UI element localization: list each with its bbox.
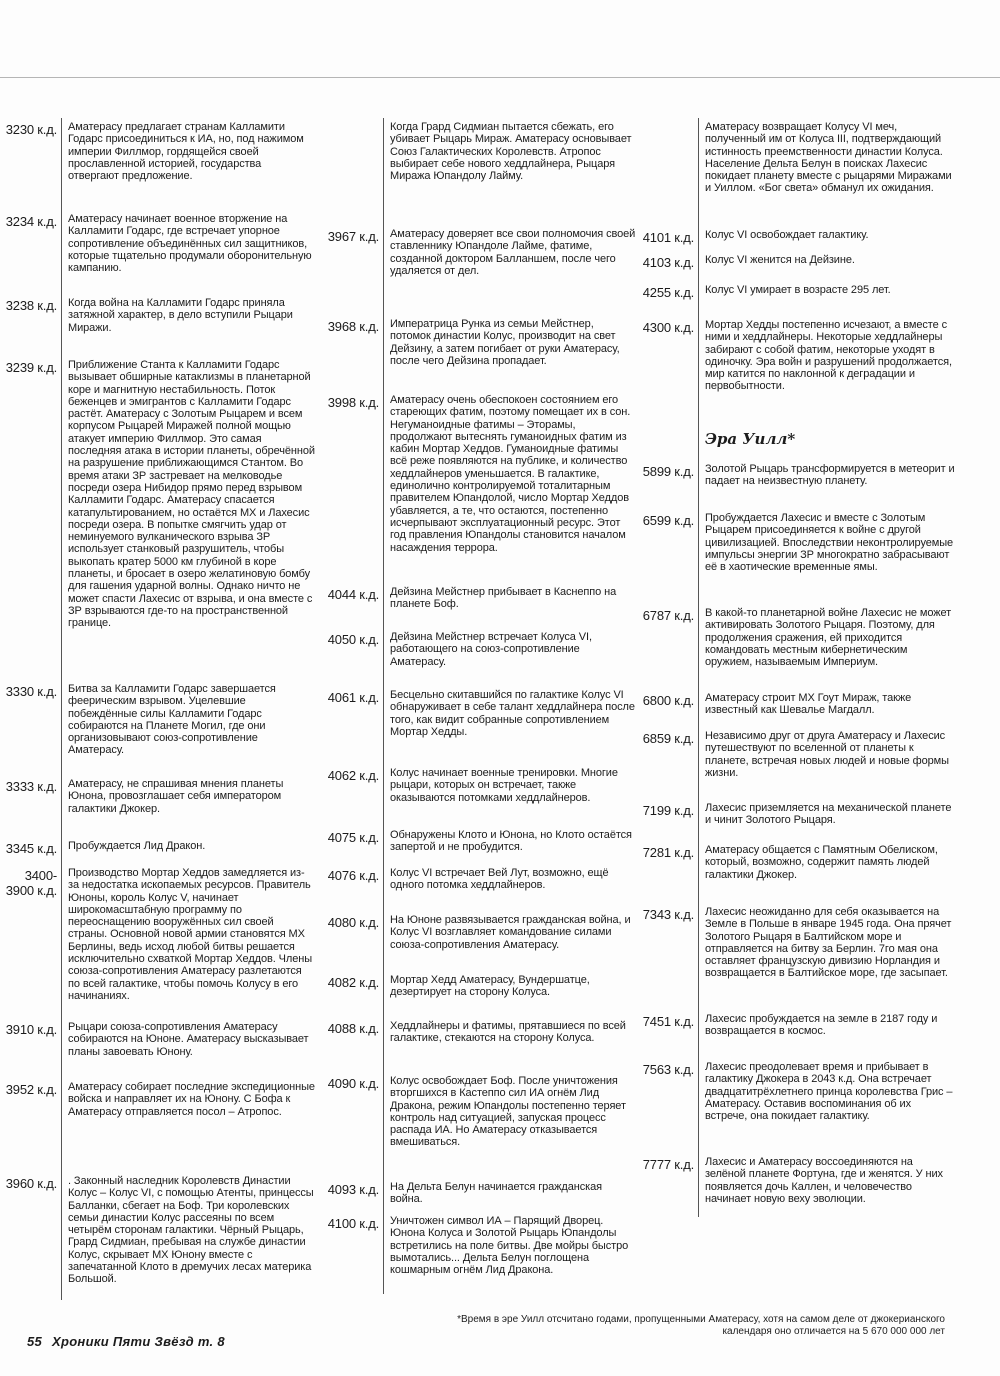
timeline-entry: [0, 356, 315, 680]
entry-date: 6800 к.д.: [642, 693, 694, 708]
timeline-entry: [0, 118, 315, 210]
timeline-entry: [0, 864, 315, 1018]
entry-date: 6787 к.д.: [642, 608, 694, 623]
entry-text: В какой-то планетарной войне Лахесис не может активировать Золотого Рыцаря. Поэтому, для продолжения сражения, ей приходится командовать местным кибернетическим оружием, называемым Империум.: [698, 604, 955, 689]
entry-date: 3952 к.д.: [5, 1082, 57, 1097]
entry-text: Дейзина Мейстнер встречает Колуса VI, работающего на союз-сопротивление Аматерасу.: [383, 628, 637, 686]
entry-date: 4061 к.д.: [327, 690, 379, 705]
timeline-entry: [0, 1078, 315, 1172]
timeline-entry: [322, 826, 637, 864]
timeline-entry: [637, 118, 955, 226]
entry-text: Аматерасу предлагает странам Калламити Годарс присоединиться к ИА, но, под нажимом империи Филлмор, гордящейся своей прославленной историей, государства отвергают предложение.: [61, 118, 315, 210]
entry-text: Колус VI умирает в возрасте 295 лет.: [698, 281, 955, 316]
entry-text: Уничтожен символ ИА – Парящий Дворец. Юнона Колуса и Золотой Рыцарь Юпандолы встретились на поле битвы. Две мойры быстро вымотались... Дельта Белун поглощена кошмарным огнём Лид Дракона.: [383, 1212, 637, 1294]
timeline-entry: [637, 316, 955, 416]
entry-text: Лахесис преодолевает время и прибывает в галактику Джокера в 2043 к.д. Она встречает двадцатитрёхлетнего принца королевства Грис – Аматерасу. Оставив воспоминания об их встрече, она покидает галактику.: [698, 1058, 955, 1153]
timeline-entry: [0, 837, 315, 864]
entry-text: Золотой Рыцарь трансформируется в метеорит и падает на неизвестную планету.: [698, 460, 955, 509]
entry-text: Колус VI женится на Дейзине.: [698, 251, 955, 281]
entry-date: 7451 к.д.: [642, 1014, 694, 1029]
entry-date: 7281 к.д.: [642, 845, 694, 860]
top-rule: [0, 77, 1000, 78]
entry-date: 3400- 3900 к.д.: [5, 868, 57, 898]
entry-date: 4044 к.д.: [327, 587, 379, 602]
timeline-entry: [322, 1072, 637, 1178]
timeline-entry: [637, 281, 955, 316]
entry-text: Колус освобождает Боф. После уничтожения вторгшихся в Кастеппо сил ИА огнём Лид Дракона, режим Юпандолы постепенно теряет контроль над ситуацией, запуская процесс распада ИА. Но Аматерасу отказывается вмешиваться.: [383, 1072, 637, 1178]
entry-text: Обнаружены Клото и Юнона, но Клото остаётся запертой и не пробудится.: [383, 826, 637, 864]
entry-date: 3239 к.д.: [5, 360, 57, 375]
timeline-entry: [0, 210, 315, 294]
entry-date: 4075 к.д.: [327, 830, 379, 845]
entry-text: На Юноне развязывается гражданская война, и Колус VI возглавляет командование силами союза-сопротивления Аматерасу.: [383, 911, 637, 971]
timeline-entry: [322, 764, 637, 826]
entry-date: 3910 к.д.: [5, 1022, 57, 1037]
entry-text: Мортар Хедд Аматерасу, Вундершатце, дезертирует на сторону Колуса.: [383, 971, 637, 1017]
timeline-entry: [637, 1153, 955, 1217]
entry-text: Мортар Хедды постепенно исчезают, а вместе с ними и хеддлайнеры. Некоторые хеддлайнеры забирают с собой фатим, некоторые уходят в одиночку. Эра войн и разрушений продолжается, мир катится по наклонной к деградации и первобытности.: [698, 316, 955, 416]
timeline-entry: [322, 225, 637, 315]
timeline-entry: [637, 604, 955, 689]
timeline-entry: [322, 911, 637, 971]
entry-text: Приближение Станта к Калламити Годарс вызывает обширные катаклизмы в планетарной коре и магнитную нестабильность. Поток беженцев и эмигрантов с Калламити Годарс растёт. Аматерасу с Золотым Рыцарем и всем корпусом Рыцарей Миражей полной мощью атакует империю Филлмор. Это самая последняя атака в истории планеты, обречённой на разрушение приближающимся Стантом. Во время атаки ЗР застревает на мелководье посреди озера Нибидор прямо перед взрывом Калламити Годарс. Аматерасу спасается катапультированием, но остаётся МХ и Лахесис посреди озера. В попытке смягчить удар от неминуемого вулканического взрыва ЗР использует станковый разрушитель, чтобы выкопать кратер 5000 км глубиной в коре планеты, и бросает в озеро желатиновую бомбу для гашения ударной волны. Однако ничто не может спасти Лахесис от взрыва, и она вместе с ЗР взрываются где-то на пространственной границе.: [61, 356, 315, 680]
entry-date: 4082 к.д.: [327, 975, 379, 990]
timeline-column-1: [0, 118, 315, 1300]
timeline-entry: [322, 1017, 637, 1072]
entry-date: 4062 к.д.: [327, 768, 379, 783]
entry-date: 3333 к.д.: [5, 779, 57, 794]
entry-date: [322, 118, 383, 225]
entry-date: 4101 к.д.: [642, 230, 694, 245]
entry-date: 3998 к.д.: [327, 395, 379, 410]
entry-text: Битва за Калламити Годарс завершается феерическим взрывом. Уцелевшие побеждённые силы Калламити Годарс собираются на Планете Могил, где они организовывают союз-сопротивление Аматерасу.: [61, 680, 315, 775]
timeline-entry: [637, 903, 955, 1010]
entry-date: 6859 к.д.: [642, 731, 694, 746]
page-number: 55: [27, 1334, 43, 1349]
entry-text: Дейзина Мейстнер прибывает в Каснеппо на планете Боф.: [383, 583, 637, 628]
entry-date: 3230 к.д.: [5, 122, 57, 137]
entry-text: Аматерасу очень обеспокоен состоянием его стареющих фатим, поэтому помещает их в сон. Негуманоидные фатимы – Эторамы, продолжают вытеснять гуманоидных фатим из кабин Мортар Хеддов. Гуманоидные фатимы всё реже появляются на публике, и количество хеддлайнеров уменьшается. В галактике, единолично контролируемой тоталитарным правителем Юпандолой, число Мортар Хеддов убавляется, а те, что остаются, постепенно исчерпывают эксплуатационный ресурс. Этот год правления Юпандолы становится началом насаждения террора.: [383, 391, 637, 583]
entry-date: [637, 118, 698, 226]
entry-text: Хеддлайнеры и фатимы, прятавшиеся по всей галактике, стекаются на сторону Колуса.: [383, 1017, 637, 1072]
timeline-entry: [322, 1212, 637, 1294]
entry-date: 3330 к.д.: [5, 684, 57, 699]
entry-date: 4100 к.д.: [327, 1216, 379, 1231]
book-title: Хроники Пяти Звёзд т. 8: [51, 1334, 225, 1349]
entry-date: 4255 к.д.: [642, 285, 694, 300]
entry-date: 7777 к.д.: [642, 1157, 694, 1172]
entry-text: Рыцари союза-сопротивления Аматерасу собираются на Юноне. Аматерасу высказывает планы завоевать Юнону.: [61, 1018, 315, 1078]
timeline-entry: [322, 971, 637, 1017]
timeline-entry: [322, 391, 637, 583]
timeline-entry: [322, 1178, 637, 1212]
entry-text: На Дельта Белун начинается гражданская война.: [383, 1178, 637, 1212]
timeline-entry: [322, 686, 637, 764]
entry-text: Колус VI освобождает галактику.: [698, 226, 955, 251]
timeline-entry: [637, 251, 955, 281]
entry-text: Аматерасу строит МХ Гоут Мираж, также известный как Шевалье Магдалл.: [698, 689, 955, 727]
timeline-entry: [637, 226, 955, 251]
timeline-entry: [0, 775, 315, 837]
entry-text: Независимо друг от друга Аматерасу и Лахесис путешествуют по вселенной от планеты к планете, встречая новых людей и новые формы жизни.: [698, 727, 955, 799]
entry-date: 4050 к.д.: [327, 632, 379, 647]
entry-text: Аматерасу возвращает Колусу VI меч, полученный им от Колуса III, подтверждающий истинность преемственности династии Колуса. Население Дельта Белун в поисках Лахесис покидает планету вместе с рыцарями Миражами и Уиллом. «Бог света» обманул их ожидания.: [698, 118, 955, 226]
entry-date: 3234 к.д.: [5, 214, 57, 229]
entry-date: 3345 к.д.: [5, 841, 57, 856]
entry-text: Лахесис неожиданно для себя оказывается на Земле в Польше в январе 1945 года. Она прячет Золотого Рыцаря в Балтийском море и отправляется на битву за Берлин. 7го мая она оставляет французскую дивизию Норландия и возвращается в Балтийское море, где засыпает.: [698, 903, 955, 1010]
timeline-entry: [0, 680, 315, 775]
entry-text: Аматерасу, не спрашивая мнения планеты Юнона, провозглашает себя императором галактики Джокер.: [61, 775, 315, 837]
entry-text: . Законный наследник Королевств Династии Колус – Колус VI, с помощью Атенты, принцессы Балланки, сбегает на Боф. Три королевских семьи династии Колус рассеяны по всем четырём сторонам галактики. Чёрный Рыцарь, Грард Сидмиан, пребывая на службе династии Колус, скрывает МХ Юнону вместе с запечатанной Клото в дремучих лесах материка Большой.: [61, 1172, 315, 1300]
entry-date: 4088 к.д.: [327, 1021, 379, 1036]
footnote: *Время в эре Уилл отсчитано годами, пропущенными Аматерасу, хотя на самом деле от джокерианского календаря оно отличается на 5 670 000 000 лет: [457, 1314, 945, 1337]
timeline-entry: [322, 118, 637, 225]
entry-date: 4103 к.д.: [642, 255, 694, 270]
timeline-entry: [637, 509, 955, 604]
entry-date: 4093 к.д.: [327, 1182, 379, 1197]
entry-text: Аматерасу доверяет все свои полномочия своей ставленнику Юпандоле Лайме, фатиме, созданной доктором Балланшем, после чего удаляется от дел.: [383, 225, 637, 315]
entry-date: 3960 к.д.: [5, 1176, 57, 1191]
entry-text: Пробуждается Лахесис и вместе с Золотым Рыцарем присоединяется к войне с другой цивилизацией. Впоследствии неконтролируемые импульсы энергии ЗР многократно забрасывают её в хаотические временные ямы.: [698, 509, 955, 604]
timeline-column-3: [637, 118, 955, 1217]
entry-date: 3967 к.д.: [327, 229, 379, 244]
entry-date: 4076 к.д.: [327, 868, 379, 883]
entry-date: 7563 к.д.: [642, 1062, 694, 1077]
entry-date: 4300 к.д.: [642, 320, 694, 335]
entry-date: 4080 к.д.: [327, 915, 379, 930]
timeline-entry: [0, 1172, 315, 1300]
entry-date: 3238 к.д.: [5, 298, 57, 313]
timeline-column-2: [322, 118, 637, 1294]
timeline-entry: [322, 864, 637, 911]
entry-text: Аматерасу собирает последние экспедиционные войска и направляет их на Юнону. С Бофа к Аматерасу отправляется посол – Атропос.: [61, 1078, 315, 1172]
timeline-entry: [637, 1058, 955, 1153]
timeline-entry: [637, 727, 955, 799]
entry-text: Лахесис и Аматерасу воссоединяются на зелёной планете Фортуна, где и женятся. У них появляется дочь Каллен, и человечество начинает новую веху эволюции.: [698, 1153, 955, 1217]
entry-text: Колус VI встречает Вей Лут, возможно, ещё одного потомка хеддлайнеров.: [383, 864, 637, 911]
entry-text: Аматерасу общается с Памятным Обелиском, который, возможно, содержит память людей галактики Джокер.: [698, 841, 955, 903]
timeline-entry: [637, 841, 955, 903]
era-heading: Эра Уилл*: [698, 416, 955, 460]
entry-date: 5899 к.д.: [642, 464, 694, 479]
timeline-entry: [637, 689, 955, 727]
entry-text: Аматерасу начинает военное вторжение на Калламити Годарс, где встречает упорное сопротивление объединённых сил защитников, которые тщательно продумали оборонительную кампанию.: [61, 210, 315, 294]
entry-text: Бесцельно скитавшийся по галактике Колус VI обнаруживает в себе талант хеддлайнера после того, как видит собранные сопротивлением Мортар Хедды.: [383, 686, 637, 764]
entry-text: Когда Грард Сидмиан пытается сбежать, его убивает Рыцарь Мираж. Аматерасу основывает Союз Галактических Королевств. Атропос выбирает себе нового хеддлайнера, Рыцаря Миража Юпандолу Лайму.: [383, 118, 637, 225]
entry-text: Пробуждается Лид Дракон.: [61, 837, 315, 864]
timeline-entry: [322, 583, 637, 628]
entry-date: 6599 к.д.: [642, 513, 694, 528]
page-footer: [27, 1334, 225, 1349]
timeline-entry: [0, 1018, 315, 1078]
entry-text: Колус начинает военные тренировки. Многие рыцари, которых он встречает, также оказываются потомками хеддлайнеров.: [383, 764, 637, 826]
timeline-entry: [637, 799, 955, 841]
timeline-entry: [322, 315, 637, 391]
entry-text: Производство Мортар Хеддов замедляется из-за недостатка ископаемых ресурсов. Правитель Юноны, король Колус V, начинает широкомасштабную программу по переоснащению вооружённых сил своей страны. Основной новой армии становятся МХ Берлины, ведь исход любой битвы решается исключительно схваткой Мортар Хеддов. Члены союза-сопротивления Аматерасу разлетаются по всей галактике, чтобы помочь Колусу в его начинаниях.: [61, 864, 315, 1018]
entry-date: 7343 к.д.: [642, 907, 694, 922]
entry-text: Императрица Рунка из семьи Мейстнер, потомок династии Колус, производит на свет Дейзину, а затем погибает от руки Аматерасу, после чего Дейзина пропадает.: [383, 315, 637, 391]
timeline-entry: [637, 1010, 955, 1058]
entry-text: Лахесис приземляется на механической планете и чинит Золотого Рыцаря.: [698, 799, 955, 841]
entry-text: Лахесис пробуждается на земле в 2187 году и возвращается в космос.: [698, 1010, 955, 1058]
timeline-entry: [0, 294, 315, 356]
entry-text: Когда война на Калламити Годарс приняла затяжной характер, в дело вступили Рыцари Миражи.: [61, 294, 315, 356]
timeline-entry: [322, 628, 637, 686]
entry-date: 3968 к.д.: [327, 319, 379, 334]
entry-date: 4090 к.д.: [327, 1076, 379, 1091]
entry-date: 7199 к.д.: [642, 803, 694, 818]
timeline-entry: [637, 460, 955, 509]
